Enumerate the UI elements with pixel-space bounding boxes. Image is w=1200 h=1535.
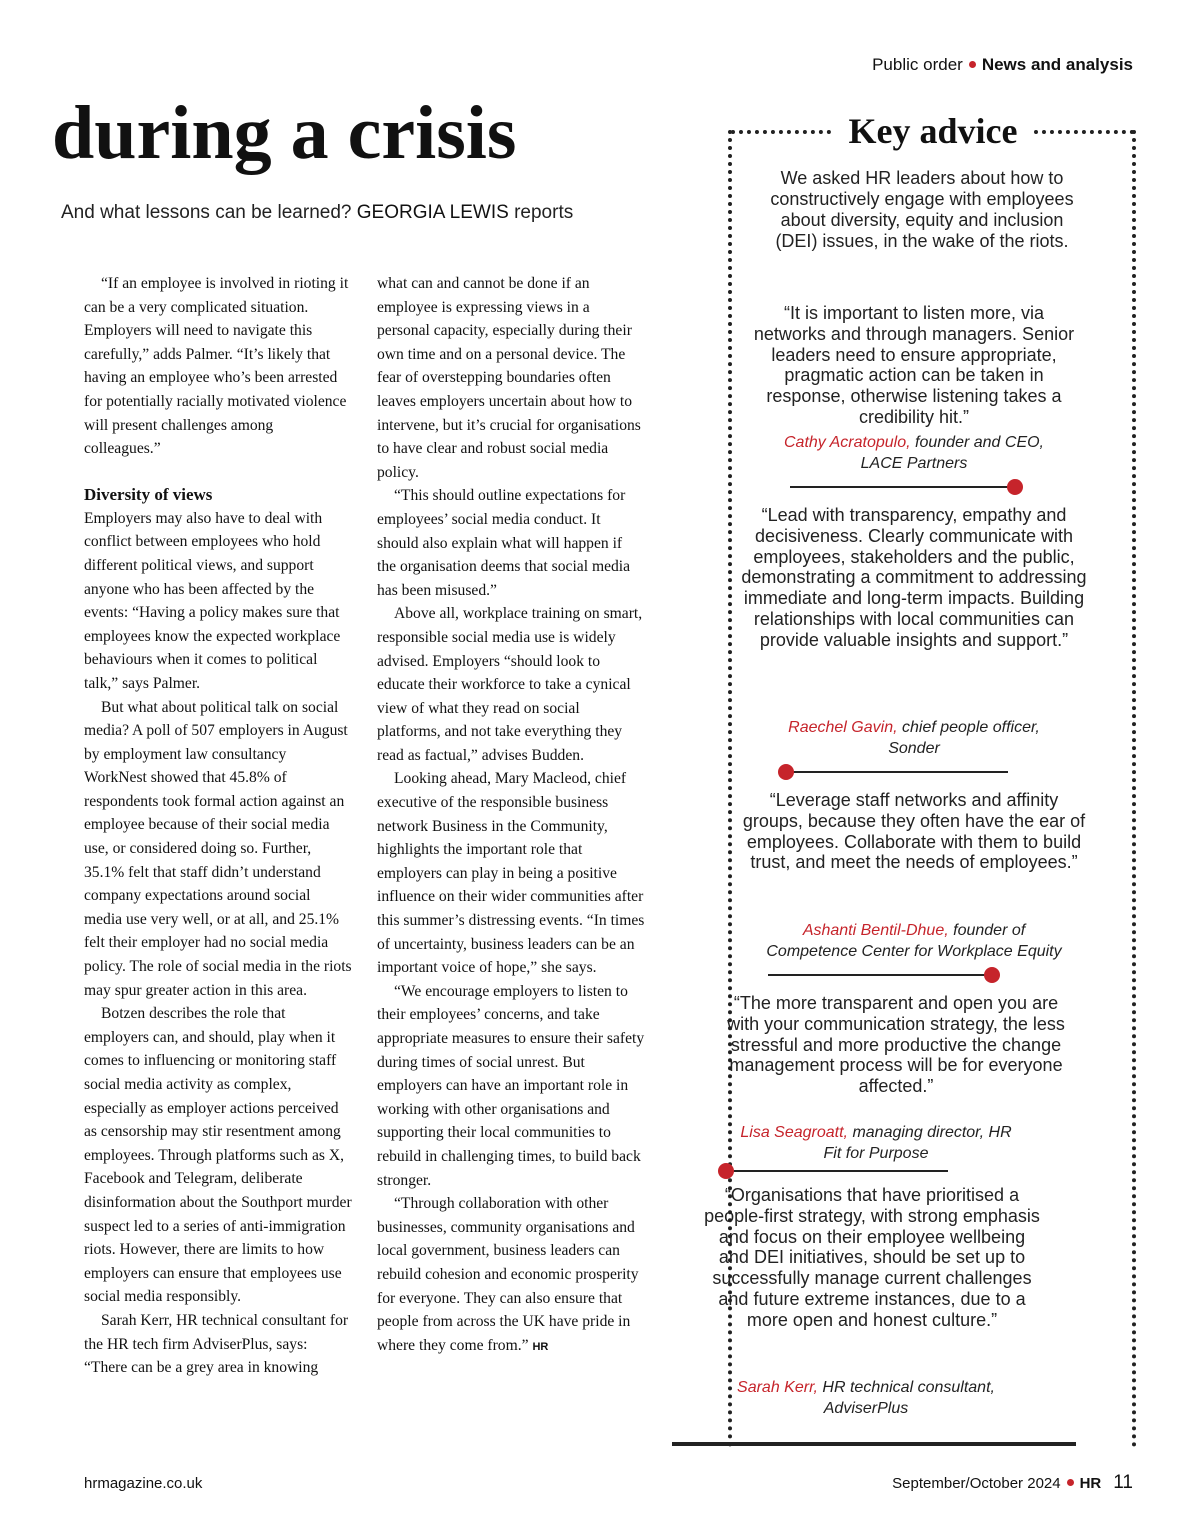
quote-role: founder and CEO, [915, 434, 1044, 451]
headline: during a crisis [52, 91, 517, 175]
quote-attribution [718, 920, 1110, 962]
divider-dot-icon [718, 1163, 734, 1179]
category-label: News and analysis [981, 55, 1133, 74]
quote-author: Lisa Seagroatt, [740, 1124, 848, 1141]
quote-text: “Organisations that have prioritised a people-first strategy, with strong emphasis and focus on their employee wellbeing and DEI initiatives, should be set up to successfully manage current challenges and future extreme instances, due to a more open and honest culture.” [704, 1185, 1040, 1330]
brand-mark: HR [1079, 1475, 1102, 1492]
subheading: Diversity of views [84, 484, 213, 504]
divider-line [768, 974, 992, 976]
quote-attribution [738, 432, 1090, 474]
author-name: GEORGIA LEWIS [356, 202, 509, 223]
footer-issue-info [892, 1472, 1133, 1494]
quote-author: Ashanti Bentil-Dhue, [802, 922, 949, 939]
key-advice-title: Key advice [848, 111, 1018, 151]
quote-role: HR technical consultant, [822, 1379, 995, 1396]
page-number: 11 [1113, 1472, 1133, 1493]
paragraph: Looking ahead, Mary Macleod, chief executive of the responsible business network Business in the Community, highlights the important role that employers can play in being a positive influence on their wider communities after this summer’s distressing events. “In times of uncertainty, business leaders can be an important voice of hope,” she says. [377, 770, 645, 977]
quote-org: Sonder [888, 740, 940, 757]
paragraph [377, 1192, 645, 1359]
quote-author: Sarah Kerr, [737, 1379, 818, 1396]
section-label: Public order [872, 55, 963, 74]
quote-attribution [738, 717, 1090, 759]
quote-role: chief people officer, [901, 719, 1040, 736]
quote-org: LACE Partners [860, 455, 968, 472]
quote-author: Cathy Acratopulo, [783, 434, 911, 451]
paragraph: Botzen describes the role that employers can, and should, play when it comes to influencing or monitoring staff social media activity as complex, especially as employer actions perceived as censorship may stir resentment among employees. Through platforms such as X, Facebook and Telegram, deliberate disinformation about the Southport murder suspect led to a series of anti-immigration riots. However, there are limits to how employers can ensure that employees use social media responsibly. [84, 1005, 352, 1306]
key-advice-intro: We asked HR leaders about how to constructively engage with employees about diversity, equity and inclusion (DEI) issues, in the wake of the riots. [770, 168, 1074, 251]
standfirst [61, 202, 573, 224]
body-column-2 [377, 272, 645, 1359]
issue-date: September/October 2024 [892, 1475, 1061, 1492]
divider-dot-icon [984, 967, 1000, 983]
end-mark: HR [532, 1340, 549, 1353]
divider-dot-icon [778, 764, 794, 780]
quote-org: AdviserPlus [823, 1400, 909, 1417]
running-header [872, 55, 1133, 75]
bullet-dot-icon [1067, 1479, 1074, 1486]
quote-text: “The more transparent and open you are with your communication strategy, the less stressful and more productive the change management process will be for everyone affected.” [727, 993, 1065, 1097]
standfirst-suffix: reports [514, 202, 574, 223]
quote-text: “Lead with transparency, empathy and decisiveness. Clearly communicate with employees, stakeholders and the public, demonstrating a commitment to addressing immediate and long-term impacts. Building relationships with local communities can provide valuable insights and support.” [741, 505, 1087, 650]
body-column-1 [84, 272, 352, 1380]
quote-attribution [700, 1122, 1052, 1164]
divider-line [726, 1170, 948, 1172]
paragraph: Above all, workplace training on smart, responsible social media use is widely advised. Employers “should look to educate their workforce to take a cynical view of what they read on social platforms, and not take everything they read as factual,” advises Budden. [377, 605, 643, 764]
paragraph: Employers may also have to deal with conflict between employees who hold different political views, and support anyone who has been affected by the events: “Having a policy makes sure that employees know the expected workplace behaviours when it comes to political talk,” says Palmer. [84, 509, 341, 692]
divider-dot-icon [1007, 479, 1023, 495]
bullet-dot-icon [969, 61, 976, 68]
paragraph: “We encourage employers to listen to their employees’ concerns, and take appropriate measures to ensure their safety during times of social unrest. But employers can have an important role in working with other organisations and supporting their local communities to rebuild in challenging times, to build back stronger. [377, 982, 645, 1189]
footer-website: hrmagazine.co.uk [84, 1475, 203, 1492]
divider-line [790, 486, 1014, 488]
quote-org: Competence Center for Workplace Equity [766, 943, 1062, 960]
paragraph-text: “Through collaboration with other businesses, community organisations and local government, business leaders can rebuild cohesion and economic prosperity for everyone. They can also ensure that people from across the UK have pride in where they come from.” [377, 1195, 639, 1354]
paragraph: But what about political talk on social media? A poll of 507 employers in August by employment law consultancy WorkNest showed that 45.8% of respondents took formal action against an employee because of their social media use, or considered doing so. Further, 35.1% felt that staff didn’t understand company expectations around social media use very well, or at all, and 25.1% felt their employer had no social media policy. The role of social media in the riots may spur greater action in this area. [84, 698, 352, 999]
quote-author: Raechel Gavin, [788, 719, 898, 736]
standfirst-text: And what lessons can be learned? [61, 202, 352, 223]
quote-text: “It is important to listen more, via networks and through managers. Senior leaders need to ensure appropriate, pragmatic action can be taken in response, otherwise listening takes a credibility hit.” [753, 303, 1075, 427]
paragraph: “This should outline expectations for employees’ social media conduct. It should also explain what will happen if the organisation deems that social media has been misused.” [377, 487, 631, 599]
box-border [1132, 130, 1136, 1448]
divider-line [786, 771, 1008, 773]
quote-role: founder of [953, 922, 1026, 939]
quote-attribution [690, 1377, 1042, 1419]
paragraph: “If an employee is involved in rioting it can be a very complicated situation. Employers will need to navigate this carefully,” adds Palmer. “It’s likely that having an employee who’s been arrested for potentially racially motivated violence will present challenges among colleagues.” [84, 275, 349, 458]
quote-role: managing director, HR [852, 1124, 1012, 1141]
box-border [672, 1442, 1076, 1446]
quote-text: “Leverage staff networks and affinity groups, because they often have the ear of employees. Collaborate with them to build trust, and meet the needs of employees.” [742, 790, 1086, 873]
paragraph: Sarah Kerr, HR technical consultant for the HR tech firm AdviserPlus, says: “There can be a grey area in knowing [84, 1311, 349, 1377]
paragraph: what can and cannot be done if an employee is expressing views in a personal capacity, especially during their own time and on a personal device. The fear of overstepping boundaries often leaves employers uncertain about how to intervene, but it’s crucial for organisations to have clear and robust social media policy. [377, 275, 641, 481]
quote-org: Fit for Purpose [823, 1145, 929, 1162]
